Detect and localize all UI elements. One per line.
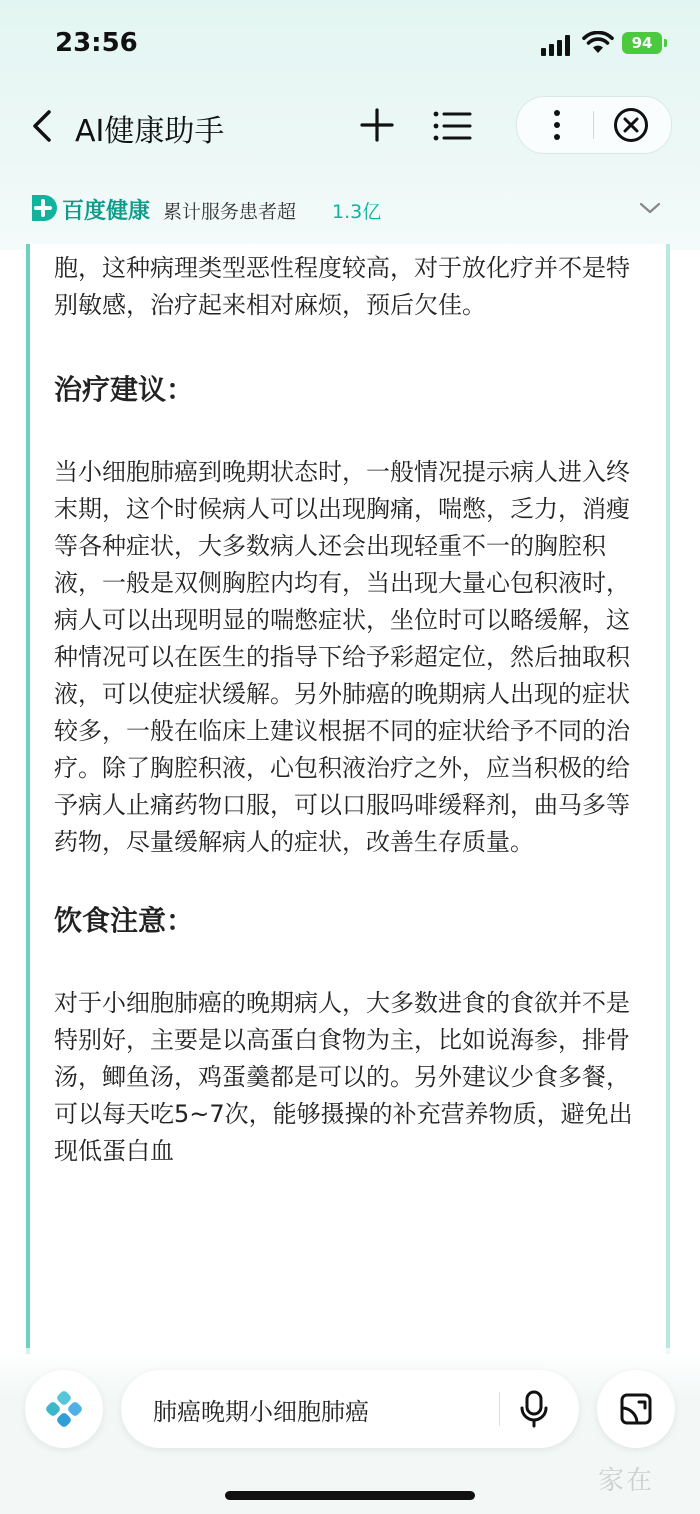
navigation-bar (0, 90, 700, 162)
query-text: 肺癌晚期小细胞肺癌 (153, 1398, 369, 1426)
status-time: 23:56 (55, 28, 138, 58)
more-options-icon[interactable] (553, 109, 561, 141)
chevron-down-icon[interactable] (638, 200, 662, 216)
home-indicator (225, 1491, 475, 1500)
section-heading-treatment: 治疗建议： (54, 373, 195, 406)
cellular-signal-icon (541, 34, 570, 56)
screen-capture-button[interactable] (597, 1370, 675, 1448)
diet-paragraph: 对于小细胞肺癌的晚期病人，大多数进食的食欲并不是特别好，主要是以高蛋白食物为主，比如说海参，排骨汤，鲫鱼汤，鸡蛋羹都是可以的。另外建议少食多餐，可以每天吃5~7次，能够摄操的补充营养物质，避免出现低蛋白血 (54, 989, 633, 1165)
status-bar (0, 0, 700, 90)
page-title: AI健康助手 (75, 114, 225, 149)
section-heading-diet: 饮食注意： (54, 904, 195, 937)
wifi-icon (582, 31, 614, 55)
baidu-health-logo-icon (26, 192, 58, 224)
site-watermark: 家在 (598, 1466, 655, 1496)
treatment-paragraph: 当小细胞肺癌到晚期状态时，一般情况提示病人进入终末期，这个时候病人可以出现胸痛，喘憋，乏力，消瘦等各种症状，大多数病人还会出现轻重不一的胸腔积液，一般是双侧胸腔内均有，当出现大量心包积液时，病人可以出现明显的喘憋症状，坐位时可以略缓解，这种情况可以在医生的指导下给予彩超定位，然后抽取积液，可以使症状缓解。另外肺癌的晚期病人出现的症状较多，一般在临床上建议根据不同的症状给予不同的治疗。除了胸腔积液，心包积液治疗之外，应当积极的给予病人止痛药物口服，可以口服吗啡缓释剂，曲马多等药物，尽量缓解病人的症状，改善生存质量。 (54, 458, 630, 856)
capsule-divider (593, 111, 594, 139)
brand-count: 1.3亿 (332, 201, 382, 223)
battery-tip (664, 39, 667, 47)
bottom-input-bar (0, 1348, 700, 1514)
answer-article (54, 250, 634, 1170)
battery-icon: 94 (622, 32, 662, 54)
query-input[interactable] (121, 1370, 579, 1448)
miniapp-capsule (516, 96, 672, 154)
microphone-icon[interactable] (519, 1390, 549, 1428)
intro-paragraph: 胞，这种病理类型恶性程度较高，对于放化疗并不是特别敏感，治疗起来相对麻烦，预后欠佳。 (54, 254, 630, 319)
back-arrow-icon[interactable] (30, 108, 54, 144)
input-divider (499, 1392, 500, 1426)
brand-name: 百度健康 (62, 199, 151, 224)
ai-flower-icon (45, 1390, 83, 1428)
ai-assistant-button[interactable] (25, 1370, 103, 1448)
screenshot-icon (619, 1392, 653, 1426)
history-list-icon[interactable] (432, 109, 472, 143)
close-icon[interactable] (613, 107, 649, 143)
brand-tagline: 累计服务患者超 (163, 201, 297, 223)
brand-banner[interactable] (0, 180, 700, 242)
new-chat-plus-icon[interactable] (360, 108, 394, 142)
